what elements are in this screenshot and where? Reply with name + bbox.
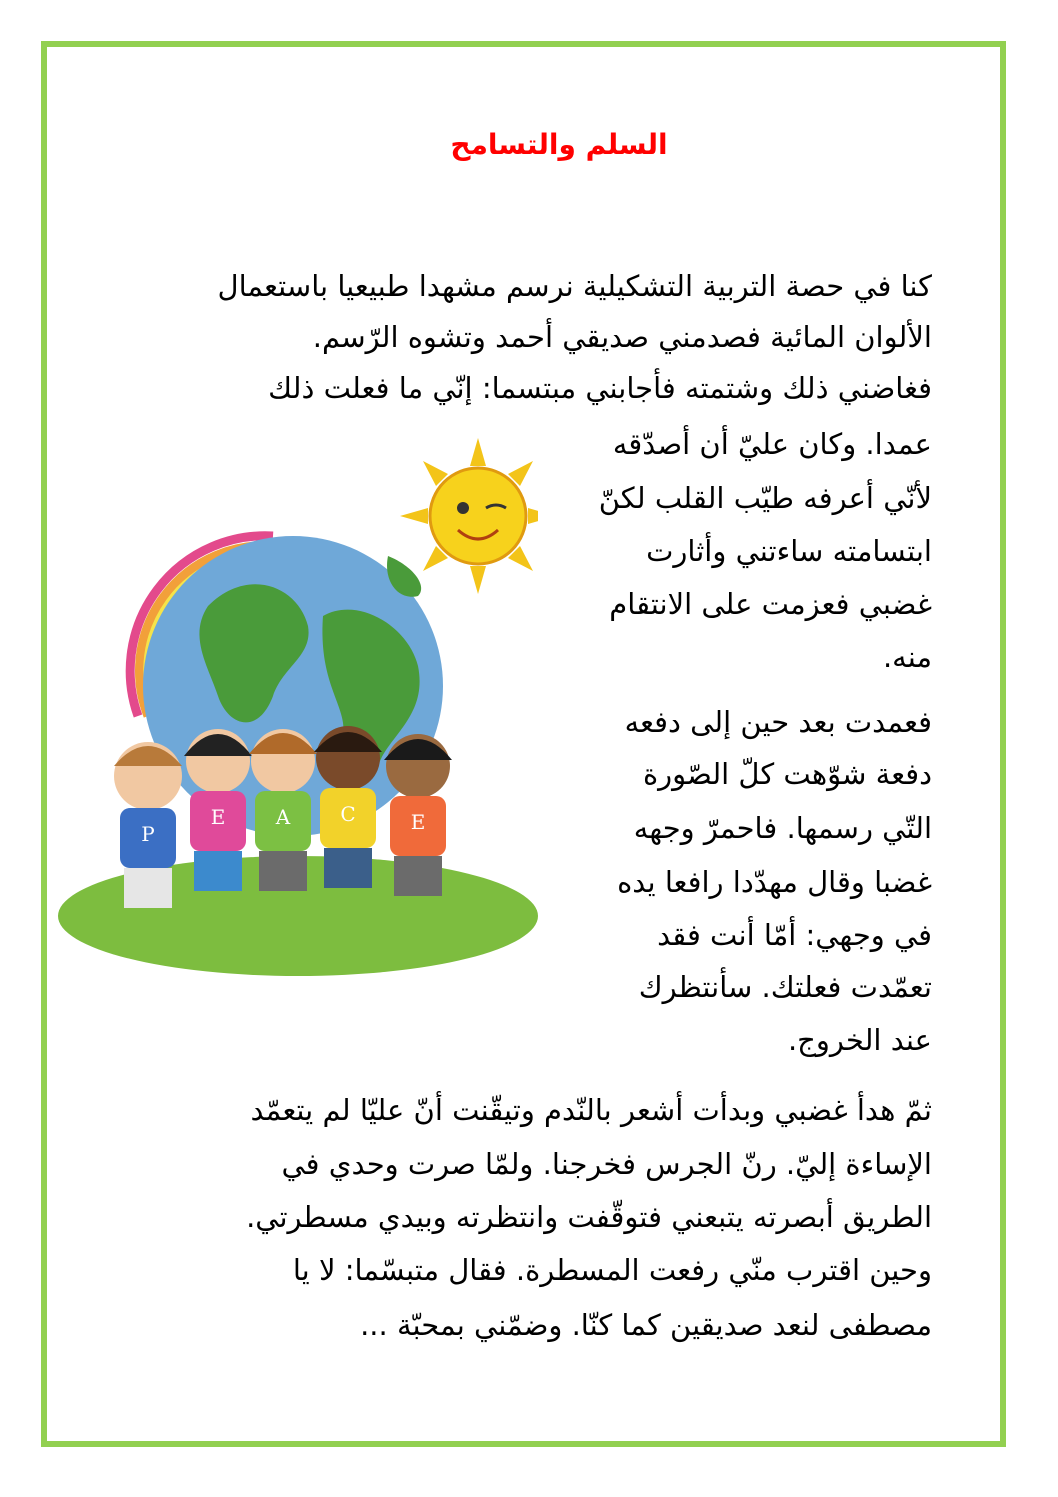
text-line-18: الطريق أبصرته يتبعني فتوقّفت وانتظرته وبيدي مسطرتي. — [246, 1200, 932, 1234]
text-line-5: لأنّي أعرفه طيّب القلب لكنّ — [598, 481, 932, 515]
children-group — [114, 726, 452, 908]
shirt-letter: E — [210, 805, 226, 829]
text-line-20: مصطفى لنعد صديقين كما كنّا. وضمّني بمحبّة ... — [360, 1308, 932, 1342]
text-line-19: وحين اقترب منّي رفعت المسطرة. فقال متبسّما: لا يا — [292, 1253, 932, 1287]
shirt-letter: P — [141, 822, 155, 846]
text-line-15: عند الخروج. — [787, 1023, 932, 1057]
text-line-10: دفعة شوّهت كلّ الصّورة — [642, 757, 932, 791]
text-line-11: التّي رسمها. فاحمرّ وجهه — [633, 811, 932, 845]
text-line-14: تعمّدت فعلتك. سأنتظرك — [638, 970, 932, 1004]
child-1 — [114, 742, 182, 908]
sun — [400, 438, 538, 594]
text-line-9: فعمدت بعد حين إلى دفعه — [624, 705, 932, 739]
text-line-1: كنا في حصة التربية التشكيلية نرسم مشهدا طبيعيا باستعمال — [217, 269, 932, 303]
peace-illustration — [58, 436, 538, 976]
child-5 — [384, 734, 452, 896]
shirt-letter: A — [275, 805, 291, 829]
child-3 — [249, 729, 317, 891]
text-line-16: ثمّ هدأ غضبي وبدأت أشعر بالنّدم وتيقّنت أنّ عليّا لم يتعمّد — [250, 1093, 932, 1127]
child-2 — [184, 729, 252, 891]
text-line-7: غضبي فعزمت على الانتقام — [609, 587, 932, 621]
text-line-3: فغاضني ذلك وشتمته فأجابني مبتسما: إنّي ما فعلت ذلك — [268, 371, 932, 405]
text-line-17: الإساءة إليّ. رنّ الجرس فخرجنا. ولمّا صرت وحدي في — [281, 1147, 932, 1181]
shirt-letter: E — [410, 810, 426, 834]
text-line-13: في وجهي: أمّا أنت فقد — [657, 918, 932, 952]
text-line-2: الألوان المائية فصدمني صديقي أحمد وتشوه الرّسم. — [312, 320, 932, 354]
text-line-6: ابتسامته ساءتني وأثارت — [646, 534, 932, 568]
shirt-letter: C — [340, 802, 356, 826]
text-line-8: منه. — [882, 640, 932, 674]
child-4 — [314, 726, 382, 888]
page-title: السلم والتسامح — [450, 128, 668, 161]
text-line-4: عمدا. وكان عليّ أن أصدّقه — [612, 427, 932, 461]
text-line-12: غضبا وقال مهدّدا رافعا يده — [617, 865, 932, 899]
